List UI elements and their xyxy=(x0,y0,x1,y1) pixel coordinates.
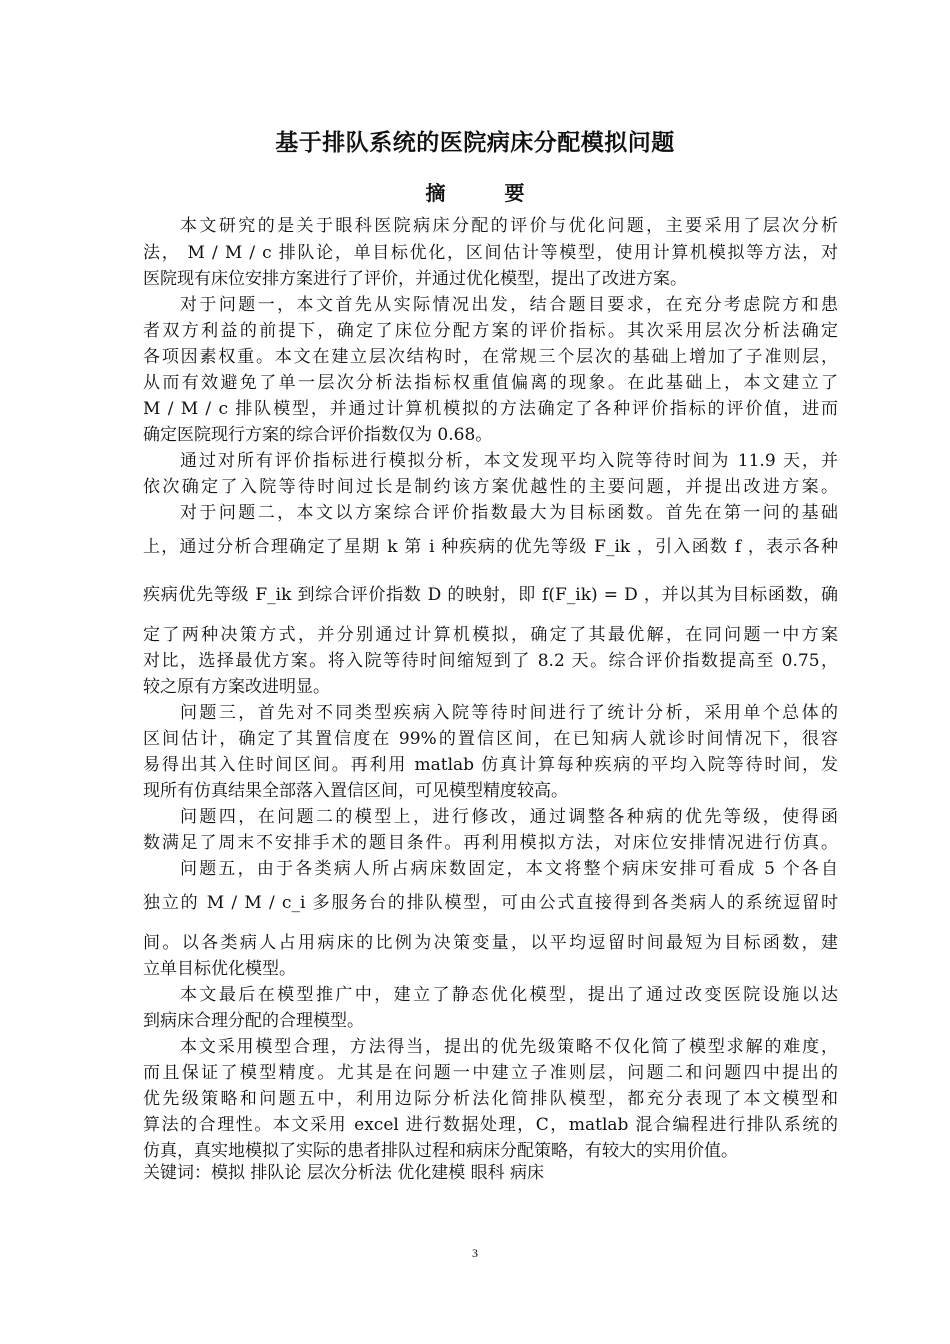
abstract-line: 现所有仿真结果全部落入置信区间，可见模型精度较高。 xyxy=(143,781,568,801)
abstract-line: 较之原有方案改进明显。 xyxy=(143,677,330,697)
abstract-line: 间。以各类病人占用病床的比例为决策变量，以平均逗留时间最短为目标函数，建 xyxy=(143,933,838,953)
keywords: 关键词：模拟 排队论 层次分析法 优化建模 眼科 病床 xyxy=(143,1163,545,1183)
abstract-line: 者双方利益的前提下，确定了床位分配方案的评价指标。其次采用层次分析法确定 xyxy=(143,321,838,341)
abstract-line: 本文研究的是关于眼科医院病床分配的评价与优化问题，主要采用了层次分析 xyxy=(180,216,838,236)
abstract-line: 上，通过分析合理确定了星期 k 第 i 种疾病的优先等级 F_ik ，引入函数 f ，表示各种 xyxy=(143,537,838,557)
abstract-line: 对比，选择最优方案。将入院等待时间缩短到了 8.2 天。综合评价指数提高至 0.75， xyxy=(143,651,838,671)
abstract-line: 独立的 M / M / c_i 多服务台的排队模型，可由公式直接得到各类病人的系统逗留时 xyxy=(143,893,838,913)
abstract-line: 而且保证了模型精度。尤其是在问题一中建立子准则层，问题二和问题四中提出的 xyxy=(143,1063,838,1083)
abstract-line: 从而有效避免了单一层次分析法指标权重值偏离的现象。在此基础上，本文建立了 xyxy=(143,373,838,393)
abstract-line: 易得出其入住时间区间。再利用 matlab 仿真计算每种疾病的平均入院等待时间，发 xyxy=(143,755,838,775)
abstract-line: 各项因素权重。本文在建立层次结构时，在常规三个层次的基础上增加了子准则层， xyxy=(143,347,838,367)
abstract-line: 对于问题一，本文首先从实际情况出发，结合题目要求，在充分考虑院方和患 xyxy=(180,295,838,315)
abstract-line: 疾病优先等级 F_ik 到综合评价指数 D 的映射，即 f(F_ik) = D ，并以其为目标函数，确 xyxy=(143,585,838,605)
abstract-line: 本文最后在模型推广中，建立了静态优化模型，提出了通过改变医院设施以达 xyxy=(180,985,838,1005)
abstract-line: 对于问题二，本文以方案综合评价指数最大为目标函数。首先在第一问的基础 xyxy=(180,503,838,523)
abstract-line: M / M / c 排队模型，并通过计算机模拟的方法确定了各种评价指标的评价值，进而 xyxy=(143,399,838,419)
page-number: 3 xyxy=(472,1246,478,1260)
abstract-line: 到病床合理分配的合理模型。 xyxy=(143,1011,364,1031)
abstract-line: 医院现有床位安排方案进行了评价，并通过优化模型，提出了改进方案。 xyxy=(143,269,687,289)
abstract-line: 立单目标优化模型。 xyxy=(143,959,296,979)
abstract-line: 通过对所有评价指标进行模拟分析，本文发现平均入院等待时间为 11.9 天，并 xyxy=(180,451,838,471)
abstract-line: 算法的合理性。本文采用 excel 进行数据处理，C，matlab 混合编程进行排队系统的 xyxy=(143,1115,838,1135)
paper-title: 基于排队系统的医院病床分配模拟问题 xyxy=(275,130,675,156)
abstract-line: 法， M / M / c 排队论，单目标优化，区间估计等模型，使用计算机模拟等方法，对 xyxy=(143,243,838,263)
abstract-line: 依次确定了入院等待时间过长是制约该方案优越性的主要问题，并提出改进方案。 xyxy=(143,477,838,497)
abstract-line: 仿真，真实地模拟了实际的患者排队过程和病床分配策略，有较大的实用价值。 xyxy=(143,1141,738,1161)
abstract-line: 数满足了周末不安排手术的题目条件。再利用模拟方法，对床位安排情况进行仿真。 xyxy=(143,833,838,853)
abstract-line: 区间估计，确定了其置信度在 99%的置信区间，在已知病人就诊时间情况下，很容 xyxy=(143,729,838,749)
abstract-line: 确定医院现行方案的综合评价指数仅为 0.68。 xyxy=(143,425,493,445)
abstract-line: 问题五，由于各类病人所占病床数固定，本文将整个病床安排可看成 5 个各自 xyxy=(180,859,838,879)
abstract-line: 本文采用模型合理，方法得当，提出的优先级策略不仅化简了模型求解的难度， xyxy=(180,1037,838,1057)
abstract-line: 定了两种决策方式，并分别通过计算机模拟，确定了其最优解，在同问题一中方案 xyxy=(143,625,838,645)
abstract-line: 问题四，在问题二的模型上，进行修改，通过调整各种病的优先等级，使得函 xyxy=(180,807,838,827)
abstract-heading: 摘 要 xyxy=(425,181,551,205)
abstract-line: 优先级策略和问题五中，利用边际分析法化简排队模型，都充分表现了本文模型和 xyxy=(143,1089,838,1109)
abstract-line: 问题三，首先对不同类型疾病入院等待时间进行了统计分析，采用单个总体的 xyxy=(180,703,838,723)
